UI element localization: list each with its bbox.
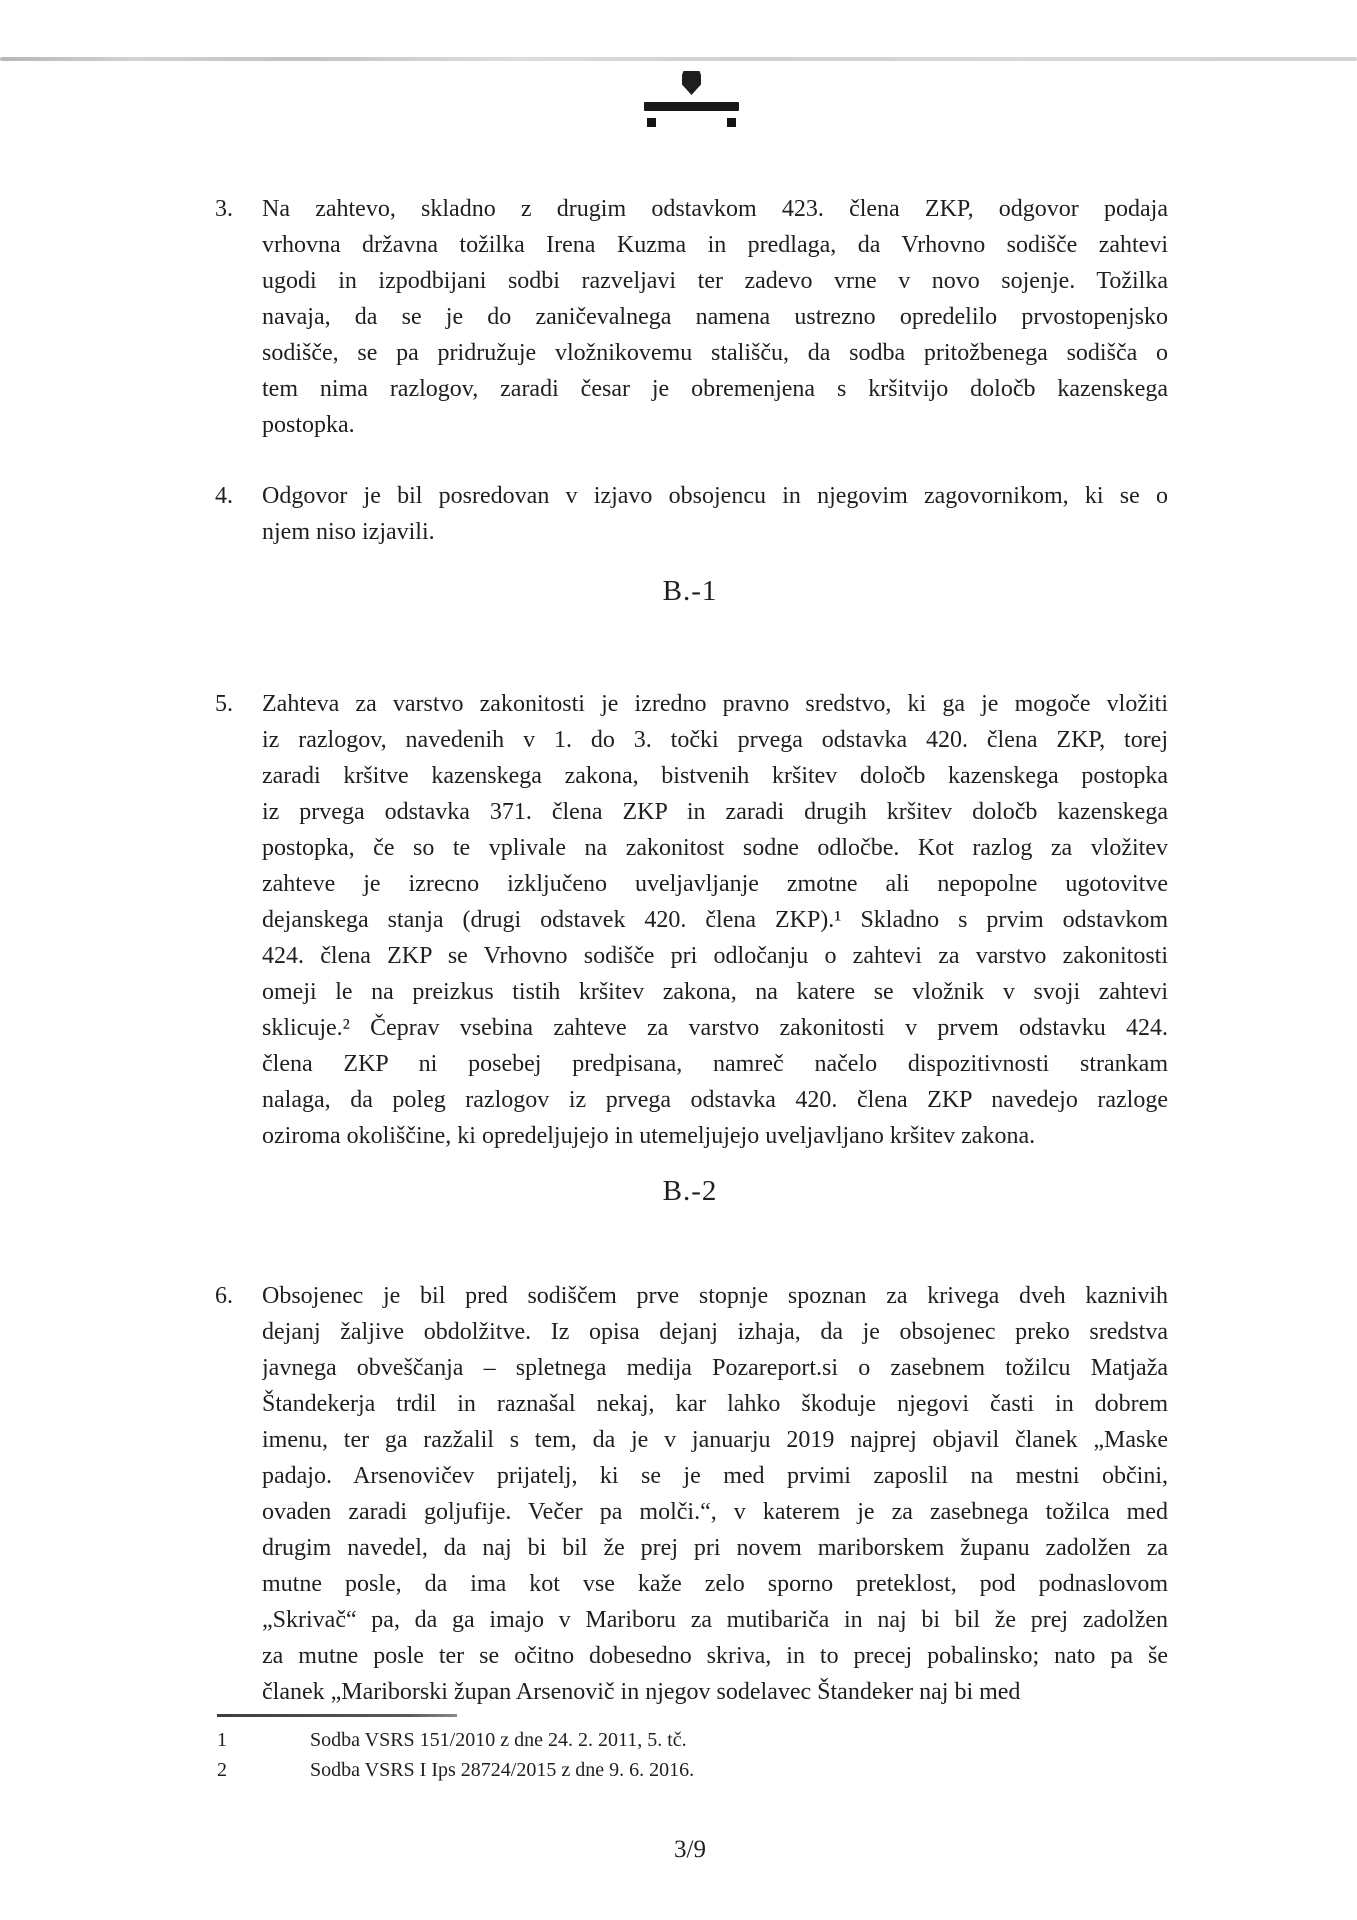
text-line: članek „Mariborski župan Arsenovič in njegov sodelavec Štandeker naj bi med [262, 1679, 1021, 1705]
paragraph-text [262, 478, 1168, 550]
paragraph-5 [215, 686, 1168, 1154]
text-line: iz razlogov, navedenih v 1. do 3. točki prvega odstavka 420. člena ZKP, torej [262, 727, 1168, 753]
paragraph-number: 4. [215, 483, 233, 509]
text-line: imenu, ter ga razžalil s tem, da je v januarju 2019 najprej objavil članek „Maske [262, 1427, 1168, 1453]
footnote-number: 1 [217, 1729, 227, 1751]
text-line: „Skrivač“ pa, da ga imajo v Mariboru za mutibariča in naj bi bil že prej zadolžen [262, 1607, 1168, 1633]
section-heading-b1: B.-1 [662, 575, 718, 607]
text-line: postopka, če so te vplivale na zakonitost sodne odločbe. Kot razlog za vložitev [262, 835, 1168, 861]
text-line: mutne posle, da ima kot vse kaže zelo sporno preteklost, pod podnaslovom [262, 1571, 1168, 1597]
text-line: njem niso izjavili. [262, 519, 435, 545]
paragraph-3 [215, 191, 1168, 443]
paragraph-text [262, 1278, 1168, 1710]
text-line: drugim navedel, da naj bi bil že prej pri novem mariborskem županu zadolžen za [262, 1535, 1168, 1561]
paragraph-number: 6. [215, 1283, 233, 1309]
shield-icon [682, 71, 701, 95]
paragraph-number: 5. [215, 691, 233, 717]
section-heading-b2: B.-2 [662, 1175, 718, 1207]
paragraph-number: 3. [215, 196, 233, 222]
text-line: 424. člena ZKP se Vrhovno sodišče pri odločanju o zahtevi za varstvo zakonitosti [262, 943, 1168, 969]
footnote-number: 2 [217, 1759, 227, 1781]
text-line: vrhovna državna tožilka Irena Kuzma in predlaga, da Vrhovno sodišče zahtevi [262, 232, 1168, 258]
text-line: sodišče, se pa pridružuje vložnikovemu stališču, da sodba pritožbenega sodišča o [262, 340, 1168, 366]
text-line: Na zahtevo, skladno z drugim odstavkom 423. člena ZKP, odgovor podaja [262, 196, 1168, 222]
paragraph-text [262, 191, 1168, 443]
paragraph-4 [215, 478, 1168, 550]
page-number: 3/9 [674, 1836, 706, 1863]
footnote-text: Sodba VSRS 151/2010 z dne 24. 2. 2011, 5. tč. [310, 1729, 687, 1751]
text-line: ovaden zaradi goljufije. Večer pa molči.“, v katerem je za zasebnega tožilca med [262, 1499, 1168, 1525]
text-line: za mutne posle ter se očitno dobesedno skriva, in to precej pobalinsko; nato pa še [262, 1643, 1168, 1669]
emblem-bar [644, 102, 739, 111]
text-line: Odgovor je bil posredovan v izjavo obsojencu in njegovim zagovornikom, ki se o [262, 483, 1168, 509]
footnote-1 [217, 1727, 1167, 1753]
emblem-square-right [727, 118, 736, 127]
text-line: oziroma okoliščine, ki opredeljujejo in utemeljujejo uveljavljano kršitev zakona. [262, 1123, 1036, 1149]
text-line: zaradi kršitve kazenskega zakona, bistvenih kršitev določb kazenskega postopka [262, 763, 1168, 789]
paragraph-text [262, 686, 1168, 1154]
scan-artifact-line [0, 57, 1357, 61]
text-line: navaja, da se je do zaničevalnega namena ustrezno opredelilo prvostopenjsko [262, 304, 1168, 330]
text-line: Zahteva za varstvo zakonitosti je izredno pravno sredstvo, ki ga je mogoče vložiti [262, 691, 1168, 717]
text-line: nalaga, da poleg razlogov iz prvega odstavka 420. člena ZKP navedejo razloge [262, 1087, 1168, 1113]
text-line: dejanskega stanja (drugi odstavek 420. člena ZKP).¹ Skladno s prvim odstavkom [262, 907, 1168, 933]
footnote-separator [217, 1714, 457, 1717]
text-line: sklicuje.² Čeprav vsebina zahteve za varstvo zakonitosti v prvem odstavku 424. [262, 1015, 1168, 1041]
letterhead-emblem [644, 71, 739, 128]
text-line: ugodi in izpodbijani sodbi razveljavi ter zadevo vrne v novo sojenje. Tožilka [262, 268, 1168, 294]
text-line: omeji le na preizkus tistih kršitev zakona, na katere se vložnik v svoji zahtevi [262, 979, 1168, 1005]
text-line: dejanj žaljive obdolžitve. Iz opisa dejanj izhaja, da je obsojenec preko sredstva [262, 1319, 1168, 1345]
text-line: zahteve je izrecno izključeno uveljavljanje zmotne ali nepopolne ugotovitve [262, 871, 1168, 897]
emblem-square-left [647, 118, 656, 127]
paragraph-6 [215, 1278, 1168, 1710]
text-line: tem nima razlogov, zaradi česar je obremenjena s kršitvijo določb kazenskega [262, 376, 1168, 402]
footnote-2 [217, 1757, 1167, 1783]
text-line: postopka. [262, 412, 355, 438]
text-line: Štandekerja trdil in raznašal nekaj, kar lahko škoduje njegovi časti in dobrem [262, 1391, 1168, 1417]
text-line: člena ZKP ni posebej predpisana, namreč načelo dispozitivnosti strankam [262, 1051, 1168, 1077]
text-line: Obsojenec je bil pred sodiščem prve stopnje spoznan za krivega dveh kaznivih [262, 1283, 1168, 1309]
text-line: javnega obveščanja – spletnega medija Pozareport.si o zasebnem tožilcu Matjaža [262, 1355, 1168, 1381]
text-line: padajo. Arsenovičev prijatelj, ki se je med prvimi zaposlil na mestni občini, [262, 1463, 1168, 1489]
text-line: iz prvega odstavka 371. člena ZKP in zaradi drugih kršitev določb kazenskega [262, 799, 1168, 825]
footnote-text: Sodba VSRS I Ips 28724/2015 z dne 9. 6. 2016. [310, 1759, 695, 1781]
